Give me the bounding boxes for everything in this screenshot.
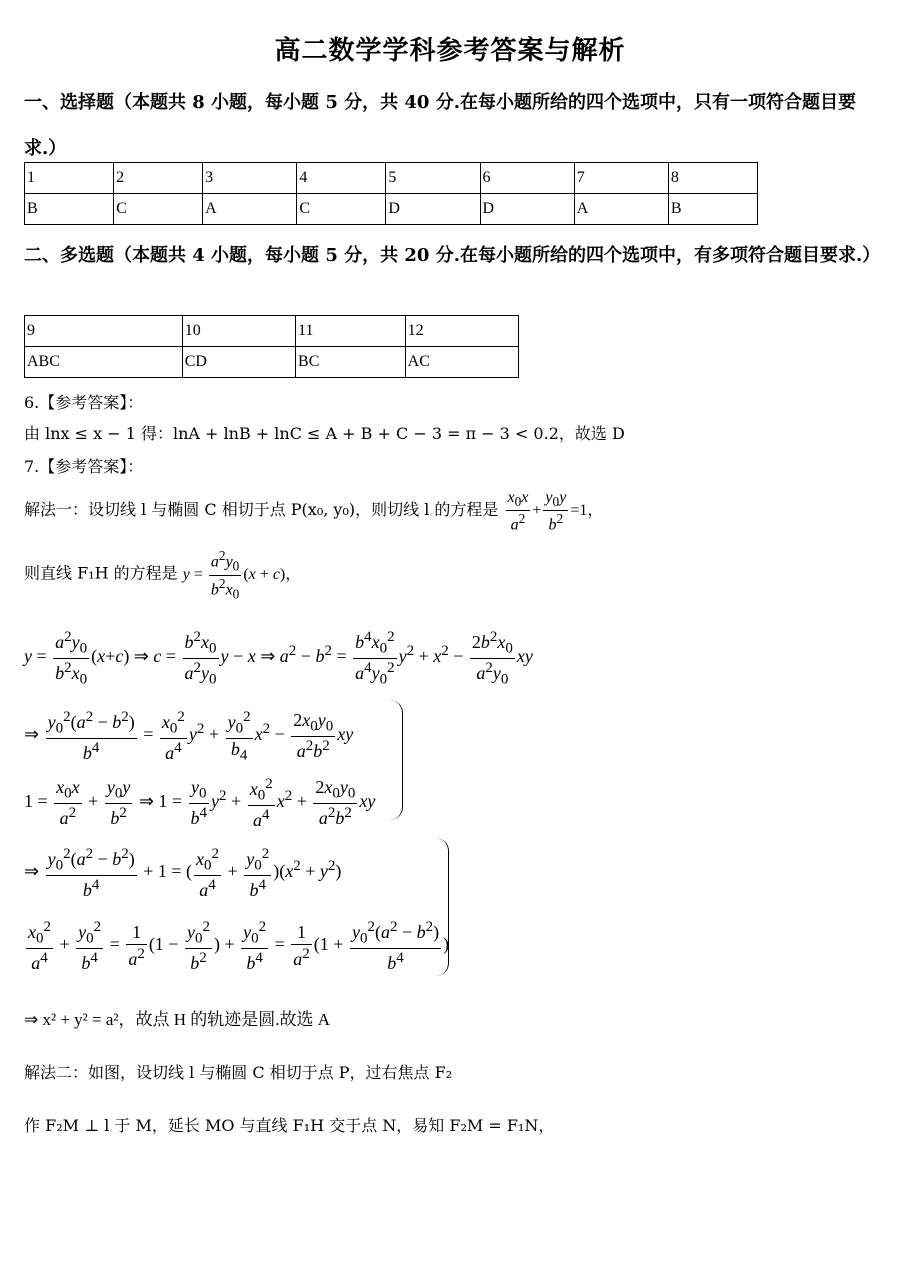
table-cell: ABC xyxy=(25,347,183,378)
table-row-answers xyxy=(25,194,758,225)
section2-heading: 二、多选题（本题共 4 小题，每小题 5 分，共 20 分.在每小题所给的四个选项中，有多项符合题目要求.） xyxy=(24,245,881,266)
table-cell: 10 xyxy=(182,316,295,347)
brace-right xyxy=(390,700,403,820)
q7-label: 7.【参考答案】： xyxy=(24,457,144,476)
q6-solution: 由 lnx ≤ x − 1 得：lnA + lnB + lnC ≤ A + B + C − 3 = π − 3 < 0.2，故选 D xyxy=(24,424,625,443)
table-cell: 6 xyxy=(480,163,574,194)
conclusion: ⇒ x² + y² = a²，故点 H 的轨迹是圆.故选 A xyxy=(24,1010,331,1029)
table-row-numbers xyxy=(25,163,758,194)
table-row-answers xyxy=(25,347,519,378)
table-cell: D xyxy=(386,194,480,225)
table-cell: 5 xyxy=(386,163,480,194)
page-title: 高二数学学科参考答案与解析 xyxy=(274,36,626,66)
method1-intro-line xyxy=(24,488,603,535)
method2-intro: 解法二：如图，设切线 l 与椭圆 C 相切于点 P，过右焦点 F₂ xyxy=(24,1063,453,1082)
table-cell: AC xyxy=(405,347,518,378)
brace-right xyxy=(436,838,449,976)
equation-3: 1 = $\frac{x_0x}{a^2}$ + $\frac{y_0y}{b^2}$ ⇒ 1 = $\frac{y_0}{b^4}$ $y^2$ + $\frac{x_0^2}{a^4}$ $x^2$ + $\frac{2x_0y_0}{a^2b^2}$ xy xyxy=(24,776,376,830)
table-cell: A xyxy=(574,194,668,225)
table-cell: 4 xyxy=(297,163,386,194)
line-fh-text: 则直线 F₁H 的方程是 xyxy=(24,563,178,583)
multi-answer-table xyxy=(24,315,519,378)
table-cell: 12 xyxy=(405,316,518,347)
section1-heading: 一、选择题（本题共 8 小题，每小题 5 分，共 40 分.在每小题所给的四个选项中，只有一项符合题目要求.） xyxy=(24,92,856,159)
equation-2: ⇒ $\frac{y_0^2(a^2 - b^2)}{b^4}$ = $\frac{x_0^2}{a^4}$ $y^2$ + $\frac{y_0^2}{b_4}$ $x^2$ − $\frac{2x_0y_0}{a^2b^2}$ xy xyxy=(24,709,354,764)
method2-continued: 作 F₂M ⊥ l 于 M，延长 MO 与直线 F₁H 交于点 N，易知 F₂M = F₁N， xyxy=(24,1116,555,1135)
table-cell: C xyxy=(114,194,203,225)
equation-5: $\frac{x_0^2}{a^4}$ + $\frac{y_0^2}{b^4}$ = $\frac{1}{a^2}$ (1 − $\frac{y_0^2}{b^2}$ ) + $\frac{y_0^2}{b^4}$ = $\frac{1}{a^2}$ (1 + $\frac{y_0^2(a^2 - b^2)}{b^4}$ ) xyxy=(28,919,450,973)
table-cell: 7 xyxy=(574,163,668,194)
table-cell: 11 xyxy=(296,316,406,347)
method1-intro: 解法一：设切线 l 与椭圆 C 相切于点 P(x₀, y₀)，则切线 l 的方程是 xyxy=(24,500,499,520)
table-cell: A xyxy=(203,194,297,225)
equation-4: ⇒ $\frac{y_0^2(a^2 - b^2)}{b^4}$ + 1 = ( $\frac{x_0^2}{a^4}$ + $\frac{y_0^2}{b^4}$ )$(x^2 + y^2)$ xyxy=(24,846,342,900)
table-cell: 9 xyxy=(25,316,183,347)
table-cell: BC xyxy=(296,347,406,378)
equation-1: y = $\frac{a^2y_0}{b^2x_0}$ (x+c) ⇒ c = $\frac{b^2x_0}{a^2y_0}$ y − x ⇒ $a^2 - b^2$ = $\frac{b^4x_0^2}{a^4y_0^2}$ $y^2 + x^2$ − $\frac{2b^2x_0}{a^2y_0}$ xy xyxy=(24,629,533,688)
table-row-numbers xyxy=(25,316,519,347)
table-cell: 2 xyxy=(114,163,203,194)
q6-label: 6.【参考答案】： xyxy=(24,393,144,412)
line-fh xyxy=(24,548,301,602)
table-cell: B xyxy=(25,194,114,225)
table-cell: 8 xyxy=(668,163,757,194)
tangent-equation: $\frac{x_0x}{a^2}$ + $\frac{y_0y}{b^2}$ =1， xyxy=(507,489,604,534)
table-cell: D xyxy=(480,194,574,225)
table-cell: 1 xyxy=(25,163,114,194)
line-fh-equation: y = $\frac{a^2y_0}{b^2x_0}$ (x + c)， xyxy=(182,548,302,602)
choice-answer-table xyxy=(24,162,758,225)
table-cell: 3 xyxy=(203,163,297,194)
table-cell: B xyxy=(668,194,757,225)
table-cell: CD xyxy=(182,347,295,378)
table-cell: C xyxy=(297,194,386,225)
